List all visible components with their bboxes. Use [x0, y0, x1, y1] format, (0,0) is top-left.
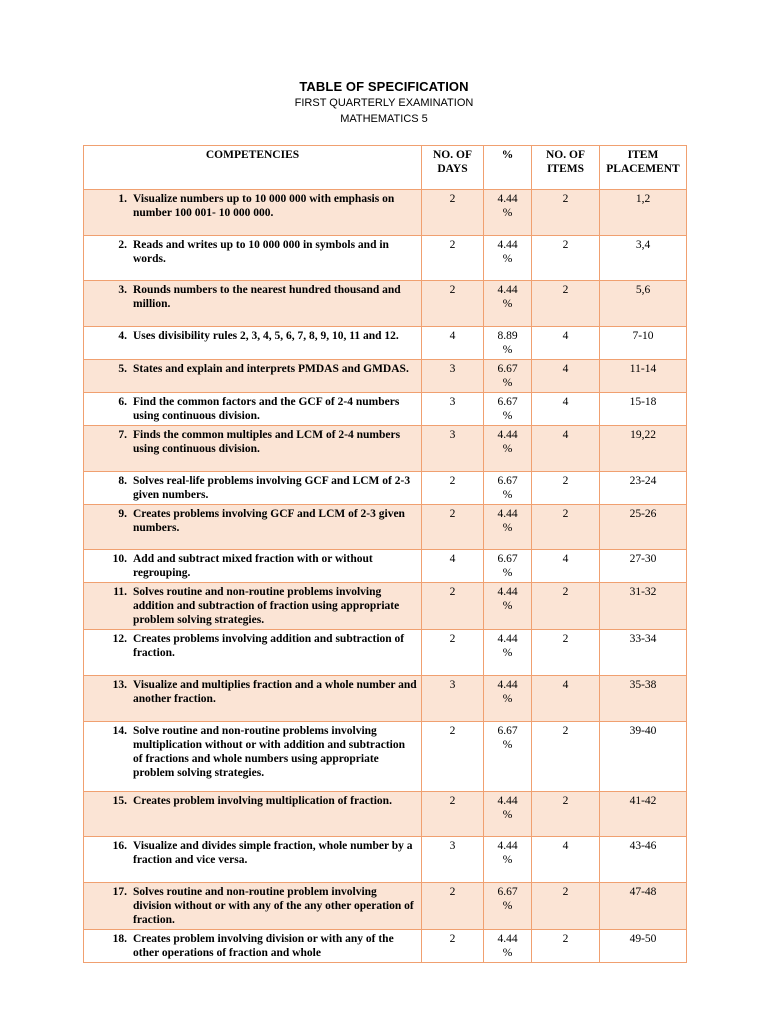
- items-cell: 2: [532, 792, 600, 837]
- placement-cell: 11-14: [600, 360, 687, 393]
- table-row: [84, 360, 687, 393]
- competency-number: 11.: [113, 586, 127, 598]
- specification-table: [83, 145, 687, 963]
- table-row: [84, 837, 687, 883]
- items-cell: 2: [532, 190, 600, 236]
- document-subtitle: FIRST QUARTERLY EXAMINATION: [294, 97, 474, 109]
- placement-cell: 27-30: [600, 550, 687, 583]
- competency-number: 1.: [118, 193, 127, 205]
- days-cell: 2: [422, 236, 484, 281]
- placement-cell: 33-34: [600, 630, 687, 676]
- header-no-of-items: NO. OF ITEMS: [532, 146, 600, 190]
- competency-cell: [84, 393, 422, 426]
- header-percent: %: [484, 146, 532, 190]
- days-cell: 2: [422, 281, 484, 327]
- percent-cell: 4.44 %: [484, 583, 532, 630]
- items-cell: 2: [532, 883, 600, 930]
- document-subject: MATHEMATICS 5: [340, 113, 428, 125]
- placement-cell: 47-48: [600, 883, 687, 930]
- competency-text: Reads and writes up to 10 000 000 in symbols and in words.: [133, 239, 389, 265]
- competency-text: Creates problem involving multiplication of fraction.: [133, 795, 392, 807]
- competency-cell: [84, 281, 422, 327]
- items-cell: 2: [532, 930, 600, 963]
- percent-cell: 6.67 %: [484, 883, 532, 930]
- table-row: [84, 281, 687, 327]
- percent-cell: 6.67 %: [484, 550, 532, 583]
- competency-number: 13.: [112, 679, 127, 691]
- placement-cell: 7-10: [600, 327, 687, 360]
- competency-cell: [84, 883, 422, 930]
- competency-number: 12.: [112, 633, 127, 645]
- placement-cell: 31-32: [600, 583, 687, 630]
- competency-cell: [84, 630, 422, 676]
- table-row: [84, 472, 687, 505]
- table-row: [84, 393, 687, 426]
- percent-cell: 6.67 %: [484, 722, 532, 792]
- competency-text: Visualize numbers up to 10 000 000 with emphasis on number 100 001- 10 000 000.: [133, 193, 395, 219]
- competency-number: 3.: [118, 284, 127, 296]
- placement-cell: 35-38: [600, 676, 687, 722]
- days-cell: 2: [422, 930, 484, 963]
- competency-text: Rounds numbers to the nearest hundred thousand and million.: [133, 284, 401, 310]
- days-cell: 3: [422, 360, 484, 393]
- competency-text: Visualize and divides simple fraction, whole number by a fraction and vice versa.: [133, 840, 413, 866]
- items-cell: 4: [532, 426, 600, 472]
- competency-number: 7.: [118, 429, 127, 441]
- percent-cell: 4.44 %: [484, 505, 532, 550]
- competency-text: Solves routine and non-routine problem involving division without or with any of the any other operation of fraction.: [133, 886, 414, 926]
- competency-number: 15.: [112, 795, 127, 807]
- percent-cell: 8.89 %: [484, 327, 532, 360]
- table-row: [84, 583, 687, 630]
- placement-cell: 1,2: [600, 190, 687, 236]
- items-cell: 4: [532, 393, 600, 426]
- days-cell: 4: [422, 327, 484, 360]
- days-cell: 3: [422, 676, 484, 722]
- table-row: [84, 722, 687, 792]
- table-row: [84, 792, 687, 837]
- days-cell: 2: [422, 583, 484, 630]
- placement-cell: 15-18: [600, 393, 687, 426]
- percent-cell: 4.44 %: [484, 426, 532, 472]
- items-cell: 2: [532, 236, 600, 281]
- competency-cell: [84, 550, 422, 583]
- percent-cell: 6.67 %: [484, 472, 532, 505]
- table-row: [84, 505, 687, 550]
- competency-cell: [84, 190, 422, 236]
- placement-cell: 43-46: [600, 837, 687, 883]
- percent-cell: 4.44 %: [484, 676, 532, 722]
- table-row: [84, 630, 687, 676]
- items-cell: 4: [532, 327, 600, 360]
- percent-cell: 6.67 %: [484, 393, 532, 426]
- document-title: TABLE OF SPECIFICATION: [299, 79, 469, 94]
- header-item-placement: ITEM PLACEMENT: [600, 146, 687, 190]
- days-cell: 2: [422, 190, 484, 236]
- competency-cell: [84, 236, 422, 281]
- items-cell: 2: [532, 472, 600, 505]
- percent-cell: 4.44 %: [484, 630, 532, 676]
- items-cell: 2: [532, 583, 600, 630]
- competency-cell: [84, 360, 422, 393]
- table-row: [84, 426, 687, 472]
- items-cell: 2: [532, 722, 600, 792]
- table-row: [84, 930, 687, 963]
- competency-number: 16.: [112, 840, 127, 852]
- competency-text: Creates problem involving division or with any of the other operations of fraction and whole: [133, 933, 394, 959]
- competency-number: 4.: [118, 330, 127, 342]
- competency-text: Visualize and multiplies fraction and a whole number and another fraction.: [133, 679, 417, 705]
- percent-cell: 4.44 %: [484, 281, 532, 327]
- competency-text: Solves real-life problems involving GCF and LCM of 2-3 given numbers.: [133, 475, 411, 501]
- competency-number: 9.: [118, 508, 127, 520]
- competency-number: 17.: [112, 886, 127, 898]
- competency-text: Add and subtract mixed fraction with or without regrouping.: [133, 553, 373, 579]
- competency-cell: [84, 472, 422, 505]
- competency-text: Uses divisibility rules 2, 3, 4, 5, 6, 7, 8, 9, 10, 11 and 12.: [133, 330, 399, 342]
- competency-cell: [84, 837, 422, 883]
- competency-number: 18.: [112, 933, 127, 945]
- table-row: [84, 676, 687, 722]
- competency-number: 5.: [118, 363, 127, 375]
- competency-number: 6.: [118, 396, 127, 408]
- items-cell: 4: [532, 360, 600, 393]
- competency-cell: [84, 327, 422, 360]
- days-cell: 3: [422, 426, 484, 472]
- competency-text: Finds the common multiples and LCM of 2-4 numbers using continuous division.: [133, 429, 401, 455]
- days-cell: 2: [422, 792, 484, 837]
- days-cell: 2: [422, 505, 484, 550]
- placement-cell: 25-26: [600, 505, 687, 550]
- days-cell: 4: [422, 550, 484, 583]
- competency-text: Creates problems involving GCF and LCM of 2-3 given numbers.: [133, 508, 405, 534]
- competency-cell: [84, 930, 422, 963]
- placement-cell: 49-50: [600, 930, 687, 963]
- competency-cell: [84, 426, 422, 472]
- items-cell: 2: [532, 281, 600, 327]
- days-cell: 2: [422, 883, 484, 930]
- percent-cell: 6.67 %: [484, 360, 532, 393]
- items-cell: 4: [532, 550, 600, 583]
- items-cell: 2: [532, 630, 600, 676]
- days-cell: 2: [422, 722, 484, 792]
- days-cell: 2: [422, 472, 484, 505]
- competency-number: 8.: [118, 475, 127, 487]
- competency-cell: [84, 792, 422, 837]
- competency-text: Solves routine and non-routine problems involving addition and subtraction of fraction using appropriate problem solving strategies.: [133, 586, 400, 626]
- table-row: [84, 883, 687, 930]
- competency-cell: [84, 583, 422, 630]
- competency-cell: [84, 505, 422, 550]
- competency-text: Solve routine and non-routine problems involving multiplication without or with addition and subtraction of fractions and whole numbers using appropriate problem solving strategies.: [133, 725, 406, 779]
- days-cell: 2: [422, 630, 484, 676]
- placement-cell: 39-40: [600, 722, 687, 792]
- placement-cell: 19,22: [600, 426, 687, 472]
- competency-number: 14.: [112, 725, 127, 737]
- days-cell: 3: [422, 837, 484, 883]
- competency-text: States and explain and interprets PMDAS and GMDAS.: [133, 363, 409, 375]
- header-competencies: COMPETENCIES: [84, 146, 422, 190]
- competency-number: 10.: [112, 553, 127, 565]
- table-header-row: [84, 146, 687, 190]
- percent-cell: 4.44 %: [484, 792, 532, 837]
- competency-text: Find the common factors and the GCF of 2-4 numbers using continuous division.: [133, 396, 400, 422]
- placement-cell: 5,6: [600, 281, 687, 327]
- table-row: [84, 236, 687, 281]
- competency-text: Creates problems involving addition and subtraction of fraction.: [133, 633, 405, 659]
- table-row: [84, 550, 687, 583]
- placement-cell: 23-24: [600, 472, 687, 505]
- percent-cell: 4.44 %: [484, 930, 532, 963]
- competency-number: 2.: [118, 239, 127, 251]
- percent-cell: 4.44 %: [484, 837, 532, 883]
- items-cell: 4: [532, 837, 600, 883]
- items-cell: 4: [532, 676, 600, 722]
- table-row: [84, 190, 687, 236]
- placement-cell: 3,4: [600, 236, 687, 281]
- placement-cell: 41-42: [600, 792, 687, 837]
- table-body: [84, 190, 687, 963]
- items-cell: 2: [532, 505, 600, 550]
- table-row: [84, 327, 687, 360]
- competency-cell: [84, 722, 422, 792]
- days-cell: 3: [422, 393, 484, 426]
- header-no-of-days: NO. OF DAYS: [422, 146, 484, 190]
- competency-cell: [84, 676, 422, 722]
- percent-cell: 4.44 %: [484, 190, 532, 236]
- percent-cell: 4.44 %: [484, 236, 532, 281]
